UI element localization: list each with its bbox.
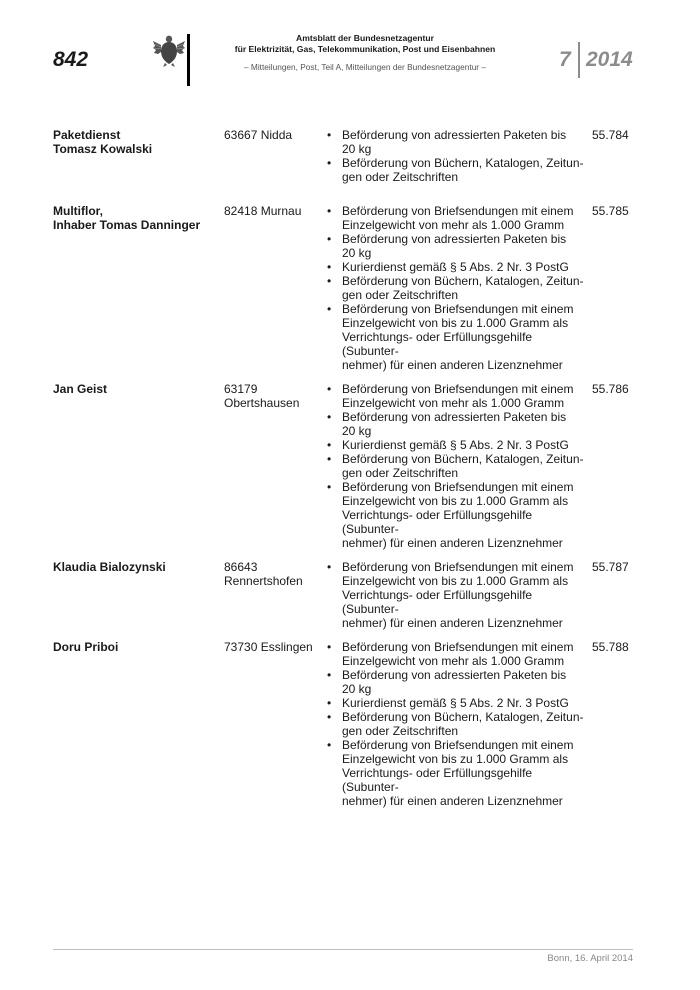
licensee-location xyxy=(224,560,324,588)
service-item xyxy=(324,156,592,184)
service-line: Verrichtungs- oder Erfüllungsgehilfe (Subunter- xyxy=(342,766,533,794)
service-line: nehmer) für einen anderen Lizenznehmer xyxy=(342,358,563,372)
service-line: 20 kg xyxy=(342,142,372,156)
service-line: gen oder Zeitschriften xyxy=(342,288,459,302)
service-line: • Beförderung von adressierten Paketen bis xyxy=(342,410,567,424)
service-line: • Beförderung von Briefsendungen mit einem xyxy=(342,560,574,574)
licensee-name xyxy=(53,640,218,654)
licensee-name xyxy=(53,204,218,232)
licensee-location xyxy=(224,128,324,142)
service-line: • Beförderung von Briefsendungen mit einem xyxy=(342,204,574,218)
location-line: Obertshausen xyxy=(224,396,300,410)
service-item xyxy=(324,274,592,302)
service-list xyxy=(324,640,592,808)
service-line: • Beförderung von Briefsendungen mit einem xyxy=(342,382,574,396)
service-line: nehmer) für einen anderen Lizenznehmer xyxy=(342,794,563,808)
licence-number: 55.787 xyxy=(592,560,629,574)
service-line: • Beförderung von Büchern, Katalogen, Zeitun- xyxy=(342,274,584,288)
licensee-name-line: Multiflor, xyxy=(53,204,103,218)
service-list xyxy=(324,204,592,372)
service-item xyxy=(324,480,592,550)
service-item xyxy=(324,696,592,710)
issue-divider xyxy=(578,42,580,78)
service-item xyxy=(324,640,592,668)
licensee-name xyxy=(53,382,218,396)
licensee-name xyxy=(53,128,218,156)
masthead-title: Amtsblatt der Bundesnetzagentur xyxy=(296,33,434,43)
federal-eagle-icon xyxy=(152,33,186,67)
location-line: 73730 Esslingen xyxy=(224,640,313,654)
service-item xyxy=(324,302,592,372)
service-line: • Beförderung von Briefsendungen mit einem xyxy=(342,738,574,752)
service-item xyxy=(324,710,592,738)
service-line: Einzelgewicht von bis zu 1.000 Gramm als xyxy=(342,752,569,766)
service-line: • Beförderung von adressierten Paketen bis xyxy=(342,668,567,682)
licence-number: 55.784 xyxy=(592,128,629,142)
service-line: Einzelgewicht von bis zu 1.000 Gramm als xyxy=(342,574,569,588)
service-line: Einzelgewicht von bis zu 1.000 Gramm als xyxy=(342,316,569,330)
location-line: 63667 Nidda xyxy=(224,128,293,142)
licence-number: 55.788 xyxy=(592,640,629,654)
service-line: • Beförderung von Büchern, Katalogen, Zeitun- xyxy=(342,452,584,466)
masthead-section: – Mitteilungen, Post, Teil A, Mitteilungen der Bundesnetzagentur – xyxy=(244,62,486,72)
service-line: gen oder Zeitschriften xyxy=(342,466,459,480)
masthead xyxy=(200,33,530,73)
licence-number: 55.786 xyxy=(592,382,629,396)
service-line: Einzelgewicht von bis zu 1.000 Gramm als xyxy=(342,494,569,508)
location-line: 63179 xyxy=(224,382,258,396)
licensee-name-line: Paketdienst xyxy=(53,128,121,142)
service-line: 20 kg xyxy=(342,246,372,260)
service-item xyxy=(324,668,592,696)
service-item xyxy=(324,438,592,452)
location-line: 86643 xyxy=(224,560,258,574)
licensee-name-line: Inhaber Tomas Danninger xyxy=(53,218,201,232)
service-line: nehmer) für einen anderen Lizenznehmer xyxy=(342,616,563,630)
service-line: 20 kg xyxy=(342,424,372,438)
footer-date: Bonn, 16. April 2014 xyxy=(547,953,633,964)
licensee-location xyxy=(224,204,324,218)
licensee-location xyxy=(224,640,324,654)
footer-divider xyxy=(53,949,633,950)
service-item xyxy=(324,410,592,438)
licensee-name-line: Klaudia Bialozynski xyxy=(53,560,166,574)
service-line: Verrichtungs- oder Erfüllungsgehilfe (Subunter- xyxy=(342,330,533,358)
service-line: • Beförderung von Briefsendungen mit einem xyxy=(342,640,574,654)
service-item xyxy=(324,260,592,274)
service-item xyxy=(324,382,592,410)
service-line: gen oder Zeitschriften xyxy=(342,724,459,738)
service-line: nehmer) für einen anderen Lizenznehmer xyxy=(342,536,563,550)
licensee-name-line: Tomasz Kowalski xyxy=(53,142,153,156)
service-line: • Beförderung von Briefsendungen mit einem xyxy=(342,302,574,316)
service-line: • Beförderung von Büchern, Katalogen, Zeitun- xyxy=(342,710,584,724)
issue-year: 2014 xyxy=(586,48,633,71)
header-flag-bar xyxy=(187,34,190,86)
service-line: • Beförderung von adressierten Paketen bis xyxy=(342,232,567,246)
licensee-name-line: Doru Priboi xyxy=(53,640,119,654)
licensee-name-line: Jan Geist xyxy=(53,382,108,396)
page-number: 842 xyxy=(53,48,89,71)
service-line: Verrichtungs- oder Erfüllungsgehilfe (Subunter- xyxy=(342,588,533,616)
service-line: Einzelgewicht von mehr als 1.000 Gramm xyxy=(342,396,565,410)
service-line: • Kurierdienst gemäß § 5 Abs. 2 Nr. 3 PostG xyxy=(342,438,569,452)
service-line: • Beförderung von Büchern, Katalogen, Zeitun- xyxy=(342,156,584,170)
service-line: Einzelgewicht von mehr als 1.000 Gramm xyxy=(342,218,565,232)
issue-number: 7 xyxy=(559,48,571,71)
service-item xyxy=(324,128,592,156)
service-list xyxy=(324,128,592,184)
service-list xyxy=(324,382,592,550)
service-item xyxy=(324,232,592,260)
service-line: Einzelgewicht von mehr als 1.000 Gramm xyxy=(342,654,565,668)
service-line: Verrichtungs- oder Erfüllungsgehilfe (Subunter- xyxy=(342,508,533,536)
location-line: Rennertshofen xyxy=(224,574,303,588)
service-line: • Beförderung von Briefsendungen mit einem xyxy=(342,480,574,494)
location-line: 82418 Murnau xyxy=(224,204,302,218)
licensee-location xyxy=(224,382,324,410)
licensee-name xyxy=(53,560,218,574)
service-item xyxy=(324,560,592,630)
service-line: gen oder Zeitschriften xyxy=(342,170,459,184)
service-item xyxy=(324,738,592,808)
service-line: 20 kg xyxy=(342,682,372,696)
service-line: • Kurierdienst gemäß § 5 Abs. 2 Nr. 3 PostG xyxy=(342,260,569,274)
service-line: • Beförderung von adressierten Paketen bis xyxy=(342,128,567,142)
licence-number: 55.785 xyxy=(592,204,629,218)
service-item xyxy=(324,204,592,232)
service-list xyxy=(324,560,592,630)
service-line: • Kurierdienst gemäß § 5 Abs. 2 Nr. 3 PostG xyxy=(342,696,569,710)
service-item xyxy=(324,452,592,480)
masthead-subtitle: für Elektrizität, Gas, Telekommunikation, Post und Eisenbahnen xyxy=(234,44,496,54)
